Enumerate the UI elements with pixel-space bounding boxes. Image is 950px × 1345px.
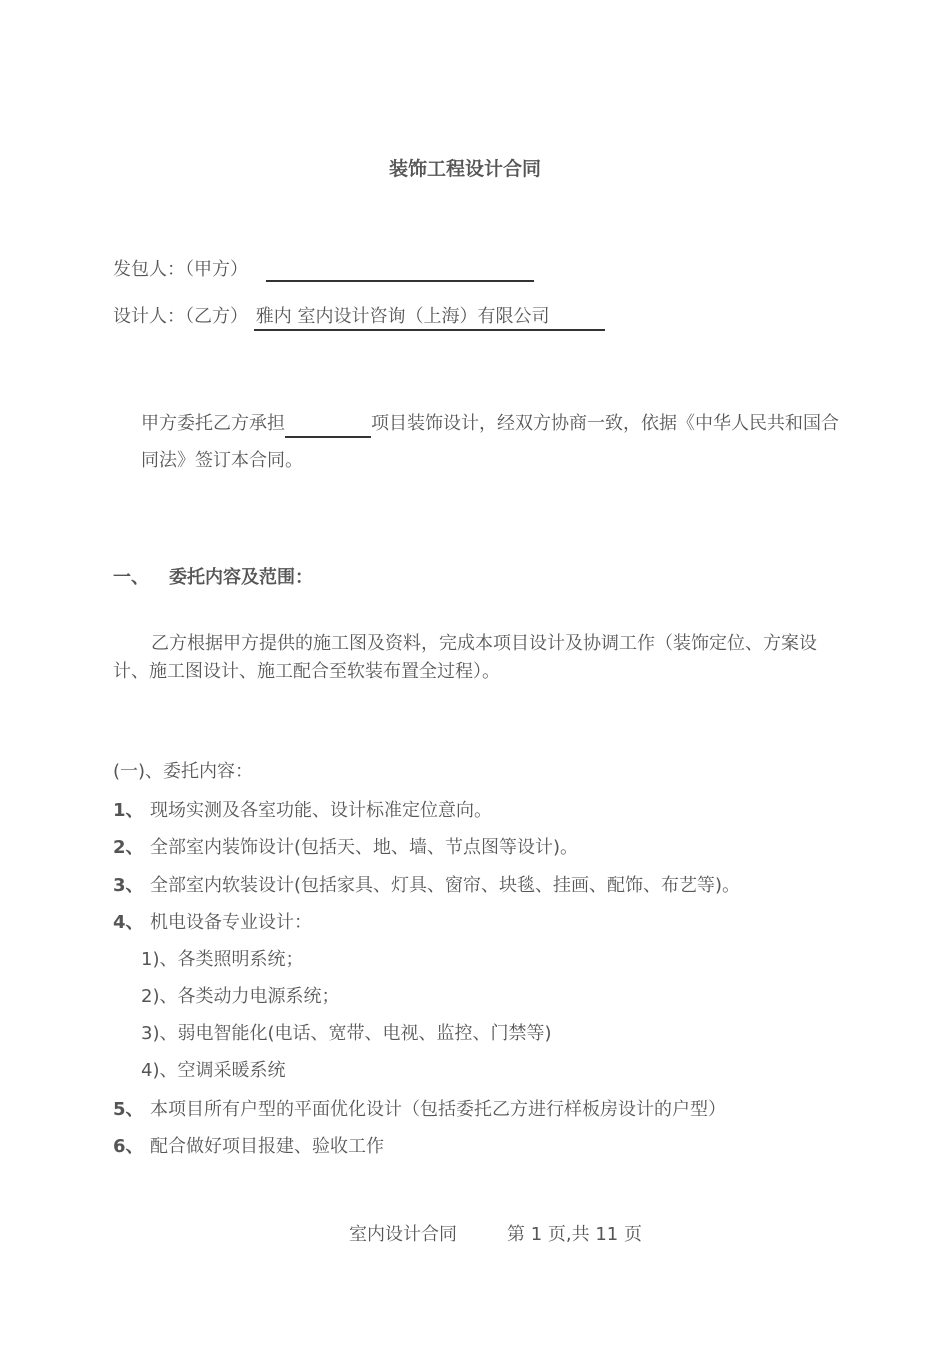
list-item-text: 配合做好项目报建、验收工作 xyxy=(150,1136,384,1157)
intro-text-1: 甲方委托乙方承担 xyxy=(141,413,285,434)
intro-paragraph xyxy=(141,405,841,479)
footer-label: 室内设计合同 xyxy=(349,1224,457,1245)
party-a-label: 发包人：（甲方） xyxy=(113,259,248,280)
list-item-number: 6、 xyxy=(113,1136,144,1157)
list-item-text: 本项目所有户型的平面优化设计（包括委托乙方进行样板房设计的户型） xyxy=(150,1099,726,1120)
list-item xyxy=(113,871,740,897)
list-item xyxy=(113,796,492,822)
list-item xyxy=(113,833,578,859)
list-item-text: 全部室内装饰设计(包括天、地、墙、节点图等设计)。 xyxy=(150,837,579,858)
list-item xyxy=(113,1095,726,1121)
sub-list-item: 2)、各类动力电源系统； xyxy=(141,986,340,1007)
list-item-number: 1、 xyxy=(113,800,144,821)
party-a-line xyxy=(113,258,534,282)
list-item-text: 机电设备专业设计： xyxy=(150,912,312,933)
intro-text-2: 项目装饰设计，经双方协商一致，依据《中华人民共和国合同法》签订本合同。 xyxy=(141,413,839,471)
list-item-text: 全部室内软装设计(包括家具、灯具、窗帘、块毯、挂画、配饰、布艺等)。 xyxy=(150,875,741,896)
section-1-number: 一、 xyxy=(113,567,149,588)
sub-list-item: 1)、各类照明系统； xyxy=(141,949,304,970)
list-item-number: 4、 xyxy=(113,912,144,933)
party-b-value: 雅内 室内设计咨询（上海）有限公司 xyxy=(254,305,606,331)
page-number: 第 1 页,共 11 页 xyxy=(507,1224,642,1245)
section-1-heading xyxy=(113,563,313,589)
project-name-blank xyxy=(285,412,371,438)
list-item-number: 2、 xyxy=(113,837,144,858)
list-item xyxy=(113,1132,384,1158)
sub-list-item: 3)、弱电智能化(电话、宽带、电视、监控、门禁等) xyxy=(141,1023,552,1044)
party-b-label: 设计人：（乙方） xyxy=(113,306,248,327)
page-footer xyxy=(349,1220,642,1246)
document-title: 装饰工程设计合同 xyxy=(388,158,541,180)
list-item-number: 3、 xyxy=(113,875,144,896)
party-a-blank xyxy=(266,260,534,282)
list-item xyxy=(113,908,312,934)
party-b-line xyxy=(113,305,605,331)
list-item-number: 5、 xyxy=(113,1099,144,1120)
section-1-title: 委托内容及范围： xyxy=(169,567,313,588)
sub-heading: (一)、委托内容： xyxy=(113,761,254,782)
sub-list-item: 4)、空调采暖系统 xyxy=(141,1060,286,1081)
section-1-paragraph: 乙方根据甲方提供的施工图及资料，完成本项目设计及协调工作（装饰定位、方案设计、施工图设计、施工配合至软装布置全过程）。 xyxy=(113,633,817,682)
list-item-text: 现场实测及各室功能、设计标准定位意向。 xyxy=(150,800,492,821)
